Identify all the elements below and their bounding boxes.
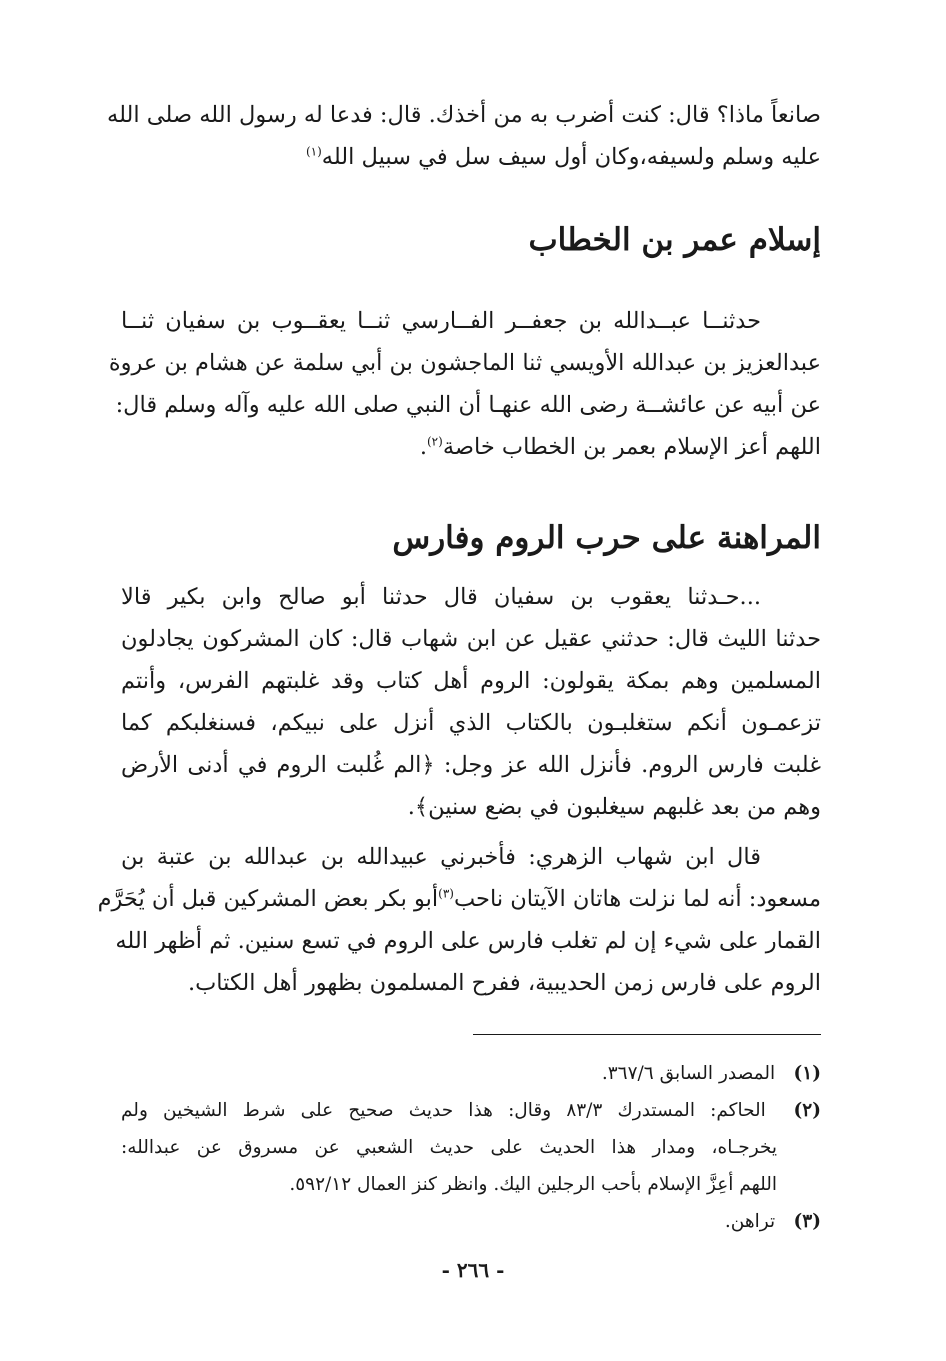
footnote-marker-2: (٢) xyxy=(426,434,443,449)
section1-line-4-text: اللهم أعز الإسلام بعمر بن الخطاب خاصة xyxy=(442,434,821,460)
footnote-separator xyxy=(473,1034,821,1035)
footnote-3-text: تراهن. xyxy=(724,1211,776,1232)
footnote-3-number: (٣) xyxy=(793,1211,821,1232)
section2-paragraph-1 xyxy=(121,576,821,828)
page-number: - ٢٦٦ - xyxy=(441,1258,505,1282)
footnote-3 xyxy=(121,1203,821,1240)
section1-line-1: حدثنــا عبــدالله بن جعفــر الفــارسي ثنــا يعقــوب بن سفيان ثنــا xyxy=(121,308,761,334)
section2-paragraph-2 xyxy=(97,836,821,1004)
section1-line-2: عبدالعزيز بن عبدالله الأويسي ثنا الماجشون بن أبي سلمة عن هشام بن عروة xyxy=(108,350,821,376)
section2-p2-line-1: قال ابن شهاب الزهري: فأخبرني عبيدالله بن عبدالله بن عتبة بن xyxy=(121,844,761,870)
footnote-marker-1: (١) xyxy=(305,144,322,159)
footnote-1-text: المصدر السابق ٣٦٧/٦. xyxy=(601,1063,776,1084)
section2-p1-line-2: حدثنا الليث قال: حدثني عقيل عن ابن شهاب قال: كان المشركون يجادلون xyxy=(121,626,821,652)
section2-p2-line-2 xyxy=(97,878,821,920)
section-heading-islam-umar: إسلام عمر بن الخطاب xyxy=(528,222,821,258)
section2-p1-line-6: وهم من بعد غلبهم سيغلبون في بضع سنين﴾. xyxy=(407,794,821,820)
section2-p2-line-3: القمار على شيء إن لم تغلب فارس على الروم في تسع سنين. ثم أظهر الله xyxy=(115,928,821,954)
footnote-marker-3: (٣) xyxy=(438,886,454,901)
footnote-2-line-3: اللهم أعِزَّ الإسلام بأحب الرجلين اليك. وانظر كنز العمال ٥٩٢/١٢. xyxy=(289,1174,777,1195)
section2-p1-line-3: المسلمين وهم بمكة يقولون: الروم أهل كتاب وقد غلبتهم الفرس، وأنتم xyxy=(121,668,821,694)
footnote-2-line-1 xyxy=(121,1092,821,1129)
footnote-1 xyxy=(121,1055,821,1092)
section2-p2-line-2-a: مسعود: أنه لما نزلت هاتان الآيتان ناحب xyxy=(453,886,821,912)
section2-p2-line-4: الروم على فارس زمن الحديبية، ففرح المسلمون بظهور أهل الكتاب. xyxy=(187,970,821,996)
intro-line-2-text: عليه وسلم ولسيفه،وكان أول سيف سل في سبيل الله xyxy=(321,144,821,170)
section1-line-4-end: . xyxy=(419,434,427,460)
footnote-2-line-2: يخرجـاه، ومدار هذا الحديث على حديث الشعبي عن مسروق عن عبدالله: xyxy=(121,1137,777,1158)
section1-line-3: عن أبيه عن عائشــة رضى الله عنهـا أن النبي صلى الله عليه وآله وسلم قال: xyxy=(115,392,821,418)
section2-p1-line-4: تزعمـون أنكم ستغلبـون بالكتاب الذي أنزل على نبيكم، فسنغلبكم كما xyxy=(121,710,821,736)
intro-line-2 xyxy=(121,136,821,178)
section1-paragraph xyxy=(108,300,821,468)
section2-p1-line-1: ...حـدثنا يعقوب بن سفيان قال حدثنا أبو صالح وابن بكير قالا xyxy=(121,584,761,610)
section-heading-rome-persia: المراهنة على حرب الروم وفارس xyxy=(392,520,821,556)
intro-paragraph xyxy=(107,94,821,178)
section2-p2-line-2-b: أبو بكر بعض المشركين قبل أن يُحَرَّم xyxy=(97,886,439,912)
intro-line-1: صانعاً ماذا؟ قال: كنت أضرب به من أخذك. قال: فدعا له رسول الله صلى الله xyxy=(107,102,821,128)
section2-p1-line-5: غلبت فارس الروم. فأنزل الله عز وجل: ﴿الم غُلبت الروم في أدنى الأرض xyxy=(121,752,821,778)
footnote-2-number: (٢) xyxy=(793,1100,821,1121)
footnote-2-text-1: الحاكم: المستدرك ٨٣/٣ وقال: هذا حديث صحيح على شرط الشيخين ولم xyxy=(121,1100,766,1121)
footnote-1-number: (١) xyxy=(793,1063,821,1084)
footnotes xyxy=(121,1055,821,1240)
section1-line-4 xyxy=(121,426,821,468)
